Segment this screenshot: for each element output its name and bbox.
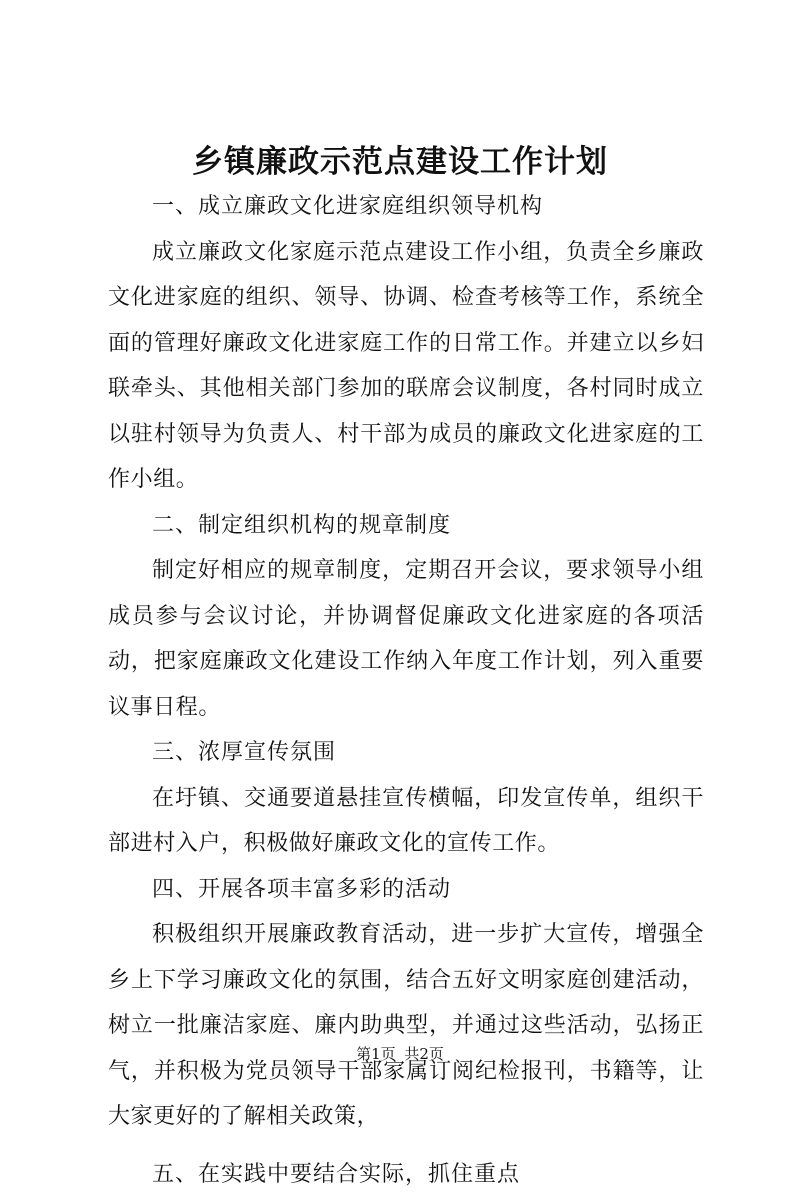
page-number: 第1页	[356, 1045, 396, 1063]
section-paragraph-4: 积极组织开展廉政教育活动，进一步扩大宣传，增强全乡上下学习廉政文化的氛围，结合五好文明家庭创建活动，树立一批廉洁家庭、廉内助典型，并通过这些活动，弘扬正气，并积极为党员领导干部家属订阅纪检报刊，书籍等，让大家更好的了解相关政策，	[108, 912, 704, 1140]
page-total: 共2页	[404, 1045, 444, 1063]
section-heading-1: 一、成立廉政文化进家庭组织领导机构	[108, 184, 704, 230]
section-heading-3: 三、浓厚宣传氛围	[108, 730, 704, 776]
section-paragraph-1: 成立廉政文化家庭示范点建设工作小组，负责全乡廉政文化进家庭的组织、领导、协调、检查考核等工作，系统全面的管理好廉政文化进家庭工作的日常工作。并建立以乡妇联牵头、其他相关部门参加的联席会议制度，各村同时成立以驻村领导为负责人、村干部为成员的廉政文化进家庭的工作小组。	[108, 230, 704, 503]
section-paragraph-3: 在圩镇、交通要道悬挂宣传横幅，印发宣传单，组织干部进村入户，积极做好廉政文化的宣传工作。	[108, 776, 704, 867]
page-footer	[0, 1043, 800, 1065]
section-heading-4: 四、开展各项丰富多彩的活动	[108, 867, 704, 913]
section-heading-2: 二、制定组织机构的规章制度	[108, 503, 704, 549]
document-title: 乡镇廉政示范点建设工作计划	[0, 138, 800, 186]
section-heading-5: 五、在实践中要结合实际，抓住重点	[108, 1152, 704, 1197]
section-paragraph-2: 制定好相应的规章制度，定期召开会议，要求领导小组成员参与会议讨论，并协调督促廉政文化进家庭的各项活动，把家庭廉政文化建设工作纳入年度工作计划，列入重要议事日程。	[108, 548, 704, 730]
